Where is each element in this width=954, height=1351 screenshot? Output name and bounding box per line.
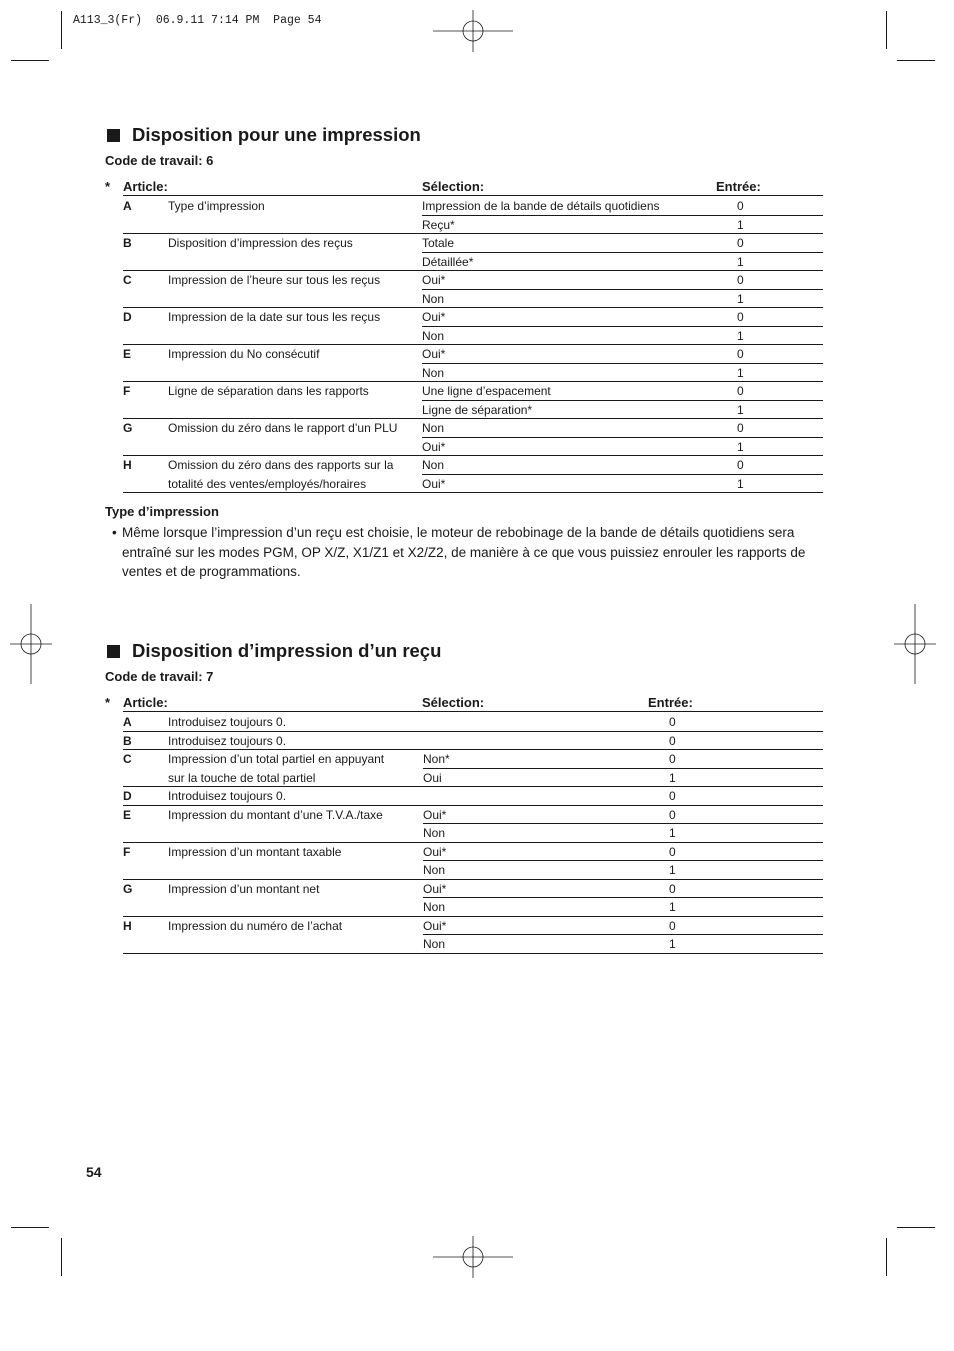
entry-value: 0 [737,236,744,250]
entry-value: 1 [737,402,744,417]
option-separator [423,934,823,935]
registration-mark-icon [433,1236,513,1278]
selection-option: Non [423,863,446,877]
option-separator [422,437,823,438]
col-header-selection: Sélection: [422,695,485,710]
group-separator [123,749,823,750]
selection-option: Ligne de séparation* [422,402,533,417]
selection-option: Non [423,937,446,951]
table-header-rule [123,711,823,712]
group-separator [123,344,823,345]
entry-value: 1 [737,254,744,269]
item-description: sur la touche de total partiel [168,770,316,785]
square-bullet-icon [107,645,120,658]
col-header-entree: Entrée: [716,179,761,194]
item-description: Impression d’un montant taxable [168,844,342,859]
option-separator [422,474,823,475]
entry-value: 1 [737,291,744,306]
group-separator [123,455,823,456]
group-separator [123,805,823,806]
entry-value: 1 [737,476,744,491]
selection-option: Totale [422,236,455,250]
item-letter: A [123,715,132,729]
group-separator [123,270,823,271]
page-number: 54 [86,1164,102,1180]
option-separator [423,897,823,898]
item-description: Impression du No consécutif [168,347,320,361]
crop-mark [11,1227,49,1228]
item-description: Impression du numéro de l’achat [168,918,343,933]
selection-option: Non [423,826,446,840]
item-description: Introduisez toujours 0. [168,733,287,748]
selection-option: Détaillée* [422,254,474,269]
entry-value: 0 [737,273,744,287]
note-body [112,523,822,582]
item-description: Impression d’un montant net [168,881,320,896]
crop-mark [886,11,887,49]
option-separator [422,400,823,401]
group-separator [123,381,823,382]
entry-value: 1 [737,365,744,380]
item-letter: F [123,384,131,398]
entry-value: 0 [737,347,744,361]
item-letter: E [123,347,132,361]
entry-value: 0 [669,752,676,766]
crop-mark [11,60,49,61]
selection-option: Reçu* [422,217,455,232]
item-description: Introduisez toujours 0. [168,715,287,729]
section-title [107,640,441,662]
col-header-entree: Entrée: [648,695,693,710]
selection-option: Non [422,458,445,472]
item-description: Type d’impression [168,199,265,213]
col-header-selection: Sélection: [422,179,485,194]
entry-value: 0 [669,881,676,896]
item-description: Impression du montant d’une T.V.A./taxe [168,807,383,822]
item-description: Introduisez toujours 0. [168,789,287,803]
note-title: Type d’impression [105,504,219,519]
selection-option: Oui* [422,273,446,287]
selection-option: Une ligne d’espacement [422,384,551,398]
item-letter: B [123,236,132,250]
selection-option: Non [422,328,445,343]
note-text: Même lorsque l’impression d’un reçu est choisie, le moteur de rebobinage de la bande de détails quotidiens sera entraîné sur les modes PGM, OP X/Z, X1/Z1 et X2/Z2, de manière à ce que vous puissiez enrouler les rapports de ventes et de programmations. [122,525,806,579]
entry-value: 0 [669,789,676,803]
item-description: Disposition d’impression des reçus [168,236,353,250]
item-letter: G [123,881,133,896]
option-separator [422,363,823,364]
selection-option: Non [423,900,446,914]
item-description: Ligne de séparation dans les rapports [168,384,369,398]
group-separator [123,731,823,732]
item-description: Impression de l’heure sur tous les reçus [168,273,381,287]
selection-option: Non [422,365,445,380]
selection-option: Oui* [423,807,447,822]
item-description: Impression de la date sur tous les reçus [168,310,381,324]
table-header-rule [123,195,823,196]
crop-mark [886,1238,887,1276]
entry-value: 1 [669,863,676,877]
entry-value: 1 [669,770,676,785]
selection-option: Non [422,421,445,435]
asterisk-note: * [105,695,111,710]
slug-page: Page 54 [273,14,322,27]
job-code: Code de travail: 6 [105,153,214,168]
crop-mark [61,1238,62,1276]
registration-mark-icon [433,10,513,52]
entry-value: 0 [737,421,744,435]
entry-value: 0 [669,844,676,859]
item-description: Omission du zéro dans des rapports sur la [168,458,394,472]
entry-value: 0 [737,199,744,213]
selection-option: Oui* [423,918,447,933]
item-letter: G [123,421,133,435]
entry-value: 0 [669,807,676,822]
item-description: Omission du zéro dans le rapport d’un PLU [168,421,398,435]
group-separator [123,879,823,880]
selection-option: Oui* [422,310,446,324]
group-separator [123,953,823,954]
slug-time: 7:14 PM [211,14,260,27]
registration-mark-icon [894,604,936,684]
item-letter: A [123,199,132,213]
option-separator [422,215,823,216]
entry-value: 0 [669,918,676,933]
selection-option: Oui [423,770,442,785]
item-letter: C [123,273,132,287]
option-separator [423,768,823,769]
group-separator [123,233,823,234]
option-separator [422,326,823,327]
asterisk-note: * [105,179,111,194]
entry-value: 0 [737,384,744,398]
item-letter: H [123,918,132,933]
slug-date: 06.9.11 [155,14,205,27]
selection-option: Oui* [422,439,446,454]
option-separator [422,289,823,290]
selection-option: Oui* [422,347,446,361]
item-letter: H [123,458,132,472]
job-code: Code de travail: 7 [105,669,214,684]
selection-option: Oui* [422,476,446,491]
item-letter: F [123,844,131,859]
selection-option: Oui* [423,844,447,859]
selection-option: Non* [423,752,450,766]
group-separator [123,492,823,493]
group-separator [123,418,823,419]
entry-value: 0 [669,715,676,729]
group-separator [123,786,823,787]
square-bullet-icon [107,129,120,142]
crop-mark [897,1227,935,1228]
option-separator [422,252,823,253]
item-letter: B [123,733,132,748]
item-description: totalité des ventes/employés/horaires [168,476,367,491]
entry-value: 0 [669,733,676,748]
crop-mark [61,11,62,49]
registration-mark-icon [10,604,52,684]
group-separator [123,916,823,917]
selection-option: Impression de la bande de détails quotidiens [422,199,660,213]
item-description: Impression d’un total partiel en appuyant [168,752,385,766]
col-header-article: Article: [123,695,168,710]
entry-value: 1 [669,826,676,840]
entry-value: 1 [737,217,744,232]
item-letter: E [123,807,132,822]
entry-value: 1 [669,900,676,914]
section-title-text: Disposition d’impression d’un reçu [132,640,442,661]
print-slug [73,14,321,27]
col-header-article: Article: [123,179,168,194]
crop-mark [897,60,935,61]
item-letter: D [123,789,132,803]
option-separator [423,860,823,861]
section-title [107,124,421,146]
entry-value: 0 [737,310,744,324]
item-letter: C [123,752,132,766]
selection-option: Oui* [423,881,447,896]
group-separator [123,307,823,308]
option-separator [423,823,823,824]
section-title-text: Disposition pour une impression [132,124,421,145]
bullet: • [112,525,117,540]
slug-file: A113_3(Fr) [73,14,143,27]
selection-option: Non [422,291,445,306]
entry-value: 1 [669,937,676,951]
entry-value: 1 [737,328,744,343]
entry-value: 1 [737,439,744,454]
entry-value: 0 [737,458,744,472]
item-letter: D [123,310,132,324]
group-separator [123,842,823,843]
